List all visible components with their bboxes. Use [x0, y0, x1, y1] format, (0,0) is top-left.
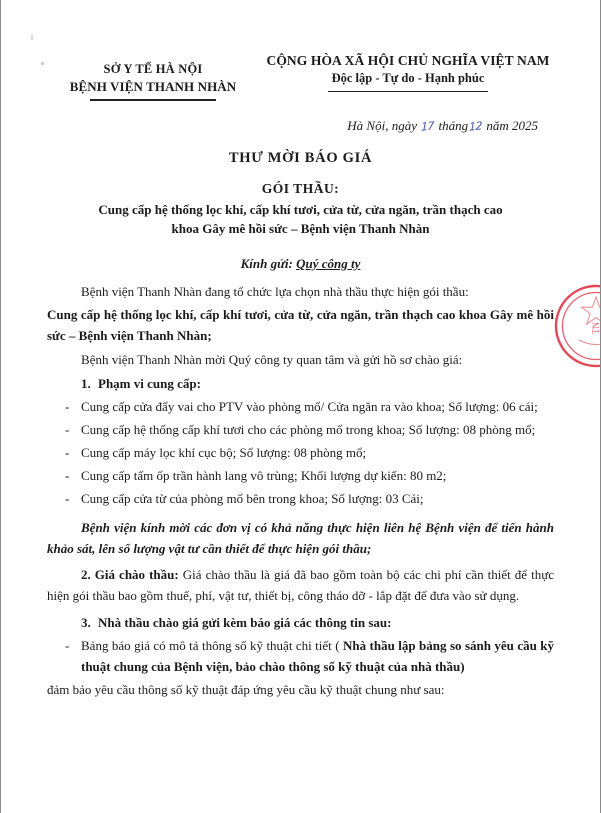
letterhead — [47, 52, 554, 101]
section-2-paragraph — [47, 564, 554, 606]
package-bold-paragraph: Cung cấp hệ thống lọc khí, cấp khí tươi, cửa từ, cửa ngăn, trần thạch cao khoa Gây mê hồi sức – Bệnh viện Thanh Nhàn; — [47, 306, 554, 343]
country-name: CỘNG HÒA XÃ HỘI CHỦ NGHĨA VIỆT NAM — [266, 53, 550, 68]
svg-text:TN: TN — [591, 322, 601, 334]
dateline — [47, 118, 554, 134]
letterhead-underline-right — [328, 91, 488, 93]
section-1-heading — [47, 373, 554, 394]
national-heading-block — [262, 52, 554, 92]
section-2-text: Giá chào thầu là giá đã bao gồm toàn bộ các chi phí cần thiết để thực hiện gói thầu bao gồm thuế, phí, vật tư, thiết bị, công tháo dỡ - lắp đặt để đưa vào sử dụng. — [47, 567, 555, 604]
list-item: - Cung cấp hệ thống cấp khí tươi cho các phòng mổ trong khoa; Số lượng: 08 phòng mổ; — [47, 419, 554, 440]
section-2-heading: 2. Giá chào thầu: — [81, 567, 179, 583]
list-item: - Cung cấp tấm ốp trần hành lang vô trùng; Khối lượng dự kiến: 80 m2; — [47, 465, 554, 486]
section-3-title: Nhà thầu chào giá gửi kèm báo giá các thông tin sau: — [98, 615, 392, 631]
package-name-line-1: Cung cấp hệ thống lọc khí, cấp khí tươi, cửa từ, cửa ngăn, trần thạch cao — [98, 202, 503, 218]
document-content — [1, 0, 600, 700]
section-3-number: 3. — [81, 615, 91, 631]
hospital-name: BỆNH VIỆN THANH NHÀN — [69, 78, 237, 94]
issuing-organization-block — [47, 52, 259, 101]
section-1-number: 1. — [81, 375, 91, 391]
list-item — [47, 635, 554, 677]
package-name-line-2: khoa Gây mê hồi sức – Bệnh viện Thanh Nhàn — [171, 220, 430, 236]
list-item: - Cung cấp cửa từ của phòng mổ bên trong khoa; Số lượng: 03 Cái; — [47, 488, 554, 509]
parent-organization-name: SỞ Y TẾ HÀ NỘI — [103, 62, 203, 76]
invite-paragraph: Bệnh viện Thanh Nhàn mời Quý công ty quan tâm và gửi hồ sơ chào giá: — [81, 351, 463, 367]
recipient-label: Kính gửi: — [240, 255, 293, 271]
national-motto: Độc lập - Tự do - Hạnh phúc — [331, 71, 485, 86]
document-title: THƯ MỜI BÁO GIÁ — [228, 150, 373, 167]
scope-of-supply-list — [47, 396, 554, 509]
handwritten-month: 12 — [469, 119, 483, 134]
document-body — [47, 281, 554, 700]
section-1-title: Phạm vi cung cấp: — [98, 375, 201, 391]
dateline-year-label: năm — [486, 118, 509, 134]
required-information-list — [47, 635, 554, 677]
package-label: GÓI THẦU: — [261, 181, 340, 197]
section-3-closing-line: đảm bảo yêu cầu thông số kỹ thuật đáp ứng yêu cầu kỹ thuật chung như sau: — [47, 681, 445, 697]
package-name — [47, 201, 554, 239]
letterhead-underline-left — [90, 99, 216, 101]
dateline-place: Hà Nội, ngày — [347, 118, 417, 134]
section-3-heading — [47, 612, 554, 633]
dateline-month-label: tháng — [438, 118, 469, 134]
handwritten-day: 17 — [421, 119, 435, 134]
list-item: - Cung cấp máy lọc khí cục bộ; Số lượng: 08 phòng mổ; — [47, 442, 554, 463]
recipient-line — [47, 256, 554, 272]
section-3-bullet-lead: Bảng báo giá có mô tả thông số kỹ thuật chi tiết ( — [81, 638, 343, 654]
survey-invitation-paragraph: Bệnh viện kính mời các đơn vị có khả năng thực hiện liên hệ Bệnh viện để tiến hành khảo sát, lên số lượng vật tư cần thiết để thực hiện gói thầu; — [47, 520, 554, 557]
recipient-value: Quý công ty — [296, 255, 361, 271]
list-item: - Cung cấp cửa đẩy vai cho PTV vào phòng mổ/ Cửa ngăn ra vào khoa; Số lượng: 06 cái; — [47, 396, 554, 417]
section-3-bullet-bold: Nhà thầu lập bảng so sánh yêu cầu kỹ thuật chung của Bệnh viện, bảo chào thông số kỹ thuật của nhà thầu) — [81, 638, 554, 675]
dateline-year: 2025 — [512, 118, 538, 134]
intro-paragraph: Bệnh viện Thanh Nhàn đang tổ chức lựa chọn nhà thầu thực hiện gói thầu: — [81, 283, 469, 299]
